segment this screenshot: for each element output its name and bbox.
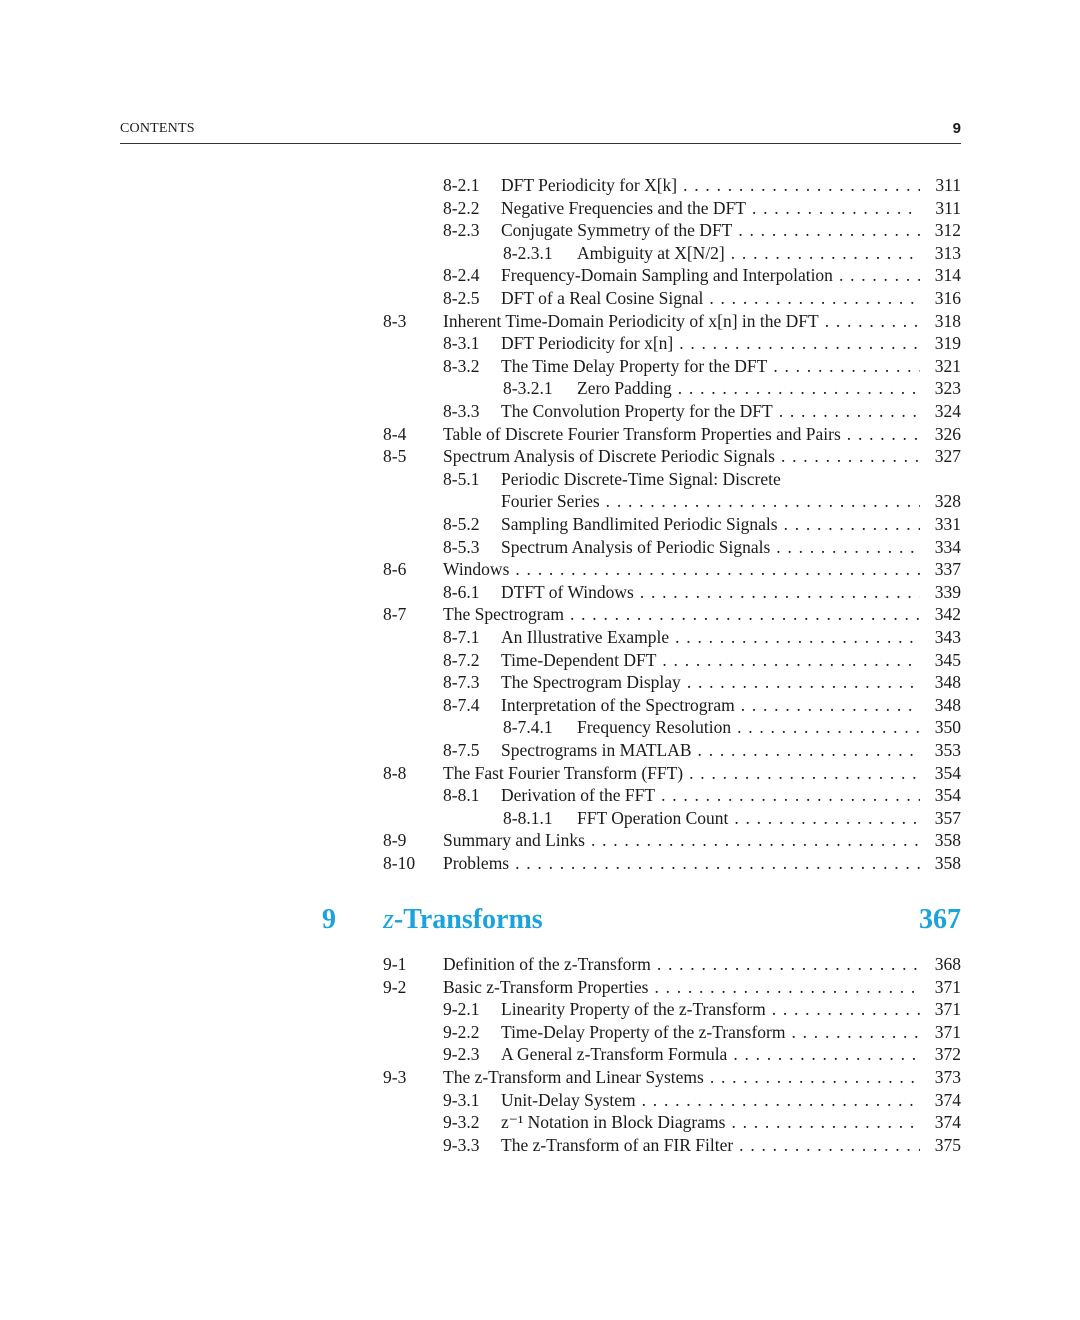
toc-entry-title-leader	[501, 355, 920, 377]
toc-entry-title: The z-Transform and Linear Systems	[443, 1067, 704, 1087]
toc-entry[interactable]	[0, 219, 1080, 241]
toc-entry-title-leader	[501, 784, 920, 806]
toc-entry[interactable]	[0, 242, 1080, 264]
toc-entry-title: Linearity Property of the z-Transform	[501, 999, 766, 1020]
toc-entry-title: The Spectrogram	[443, 604, 564, 625]
toc-entry-page: 371	[934, 976, 961, 997]
toc-entry-number: 8-3.3	[443, 401, 480, 421]
toc-entry-title-leader	[443, 953, 920, 975]
toc-entry-title: Table of Discrete Fourier Transform Properties and Pairs	[443, 423, 841, 444]
toc-entry-page: 343	[934, 627, 961, 647]
toc-entry-title-leader	[501, 694, 920, 716]
toc-entry-title: DTFT of Windows	[501, 581, 634, 602]
toc-entry[interactable]	[0, 310, 1080, 332]
toc-entry-title-leader	[501, 219, 920, 241]
toc-entry-number: 8-5.3	[443, 536, 480, 557]
toc-entry-page: 318	[934, 310, 961, 331]
toc-entry-page: 373	[934, 1067, 961, 1087]
toc-entry-title-leader	[501, 468, 920, 490]
toc-entry-number: 9-3.2	[443, 1112, 480, 1133]
toc-entry[interactable]	[0, 1089, 1080, 1111]
toc-entry-page: 348	[934, 672, 961, 693]
toc-entry[interactable]	[0, 852, 1080, 874]
toc-entry[interactable]	[0, 287, 1080, 309]
toc-entry-number: 8-6.1	[443, 581, 480, 602]
toc-entry-page: 311	[935, 175, 961, 195]
toc-entry-number: 9-3.1	[443, 1089, 480, 1110]
toc-entry-number: 8-2.2	[443, 197, 480, 218]
toc-entry-number: 9-2.2	[443, 1021, 480, 1042]
toc-entry-title-leader	[501, 626, 920, 648]
toc-entry-number: 8-3.2	[443, 355, 480, 376]
toc-entry-title-leader	[501, 174, 920, 196]
header-page-number: 9	[952, 120, 961, 137]
toc-entry-page: 368	[934, 954, 961, 974]
toc-entry-title: Negative Frequencies and the DFT	[501, 197, 746, 218]
toc-entry[interactable]	[0, 581, 1080, 603]
toc-entry-title: Definition of the z-Transform	[443, 954, 651, 974]
toc-entry-number: 8-2.1	[443, 175, 480, 195]
toc-entry-title: FFT Operation Count	[577, 807, 729, 828]
toc-entry[interactable]	[0, 603, 1080, 625]
toc-entry-title-leader	[501, 1021, 920, 1043]
toc-entry-number: 9-3.3	[443, 1134, 480, 1155]
toc-entry-title-leader	[501, 671, 920, 693]
toc-entry-title-leader	[443, 310, 920, 332]
toc-entry-number: 8-10	[383, 853, 416, 873]
toc-entry-number: 8-7.1	[443, 627, 480, 647]
toc-entry-title: DFT Periodicity for x[n]	[501, 333, 674, 354]
toc-entry-title: Frequency-Domain Sampling and Interpolation	[501, 265, 833, 286]
toc-entry-number: 8-3.1	[443, 333, 480, 354]
toc-entry[interactable]	[0, 332, 1080, 354]
toc-entry-title-leader	[501, 998, 920, 1020]
toc-entry-title-leader	[501, 649, 920, 671]
toc-entry-page: 327	[934, 446, 961, 467]
toc-entry-page: 371	[934, 999, 961, 1020]
toc-entry-number: 8-7.3	[443, 672, 480, 693]
toc-entry[interactable]	[0, 694, 1080, 716]
toc-entry-title: Windows	[443, 559, 510, 580]
toc-entry-page: 371	[934, 1021, 961, 1042]
toc-entry-page: 331	[934, 514, 961, 534]
toc-entry-page: 374	[934, 1112, 961, 1133]
running-header	[120, 121, 961, 144]
toc-entry-title: Time-Dependent DFT	[501, 649, 657, 670]
toc-entry[interactable]	[0, 513, 1080, 535]
toc-entry[interactable]	[0, 829, 1080, 851]
toc-entry-title: Zero Padding	[577, 378, 672, 399]
toc-entry-title: DFT of a Real Cosine Signal	[501, 288, 704, 308]
toc-entry-number: 9-1	[383, 954, 407, 974]
toc-entry-title-leader	[443, 829, 920, 851]
toc-entry-number: 9-2	[383, 976, 407, 997]
toc-entry-title: Conjugate Symmetry of the DFT	[501, 220, 733, 241]
toc-entry-title: The Spectrogram Display	[501, 672, 681, 693]
toc-entry-title: Basic z-Transform Properties	[443, 976, 649, 997]
toc-entry-title: Spectrum Analysis of Periodic Signals	[501, 536, 771, 557]
toc-entry-page: 358	[934, 830, 961, 851]
toc-entry-page: 375	[934, 1134, 961, 1155]
toc-entry-title: z⁻¹ Notation in Block Diagrams	[501, 1112, 726, 1133]
toc-entry[interactable]	[0, 1043, 1080, 1065]
toc-entry[interactable]	[0, 355, 1080, 377]
toc-entry-page: 339	[934, 581, 961, 602]
toc-entry[interactable]	[0, 558, 1080, 580]
toc-entry-title-leader	[501, 1134, 920, 1156]
toc-entry-title-leader	[577, 807, 920, 829]
toc-entry-title: An Illustrative Example	[501, 627, 670, 647]
toc-entry-title-leader	[443, 1066, 920, 1088]
toc-entry-title: Inherent Time-Domain Periodicity of x[n] in the DFT	[443, 310, 819, 331]
toc-entry-page: 357	[934, 807, 961, 828]
toc-entry-title-leader	[501, 287, 920, 309]
toc-entry-title: Ambiguity at X[N/2]	[577, 242, 725, 263]
toc-entry-number: 8-2.3	[443, 220, 480, 241]
toc-entry-title-leader	[501, 581, 920, 603]
toc-entry-title-leader	[443, 558, 920, 580]
toc-entry-title-leader	[501, 1111, 920, 1133]
toc-entry-title-leader	[501, 739, 920, 761]
toc-entry-title: Interpretation of the Spectrogram	[501, 694, 735, 715]
toc-entry-number: 9-2.3	[443, 1044, 480, 1065]
toc-entry-page: 374	[934, 1089, 961, 1110]
toc-entry-title: Periodic Discrete-Time Signal: Discrete	[501, 468, 781, 489]
toc-entry-title-leader	[443, 423, 920, 445]
toc-entry[interactable]	[0, 807, 1080, 829]
toc-entry-title-leader	[443, 976, 920, 998]
toc-entry-page: 323	[934, 378, 961, 399]
toc-entry-number: 8-2.4	[443, 265, 480, 286]
toc-entry-title-leader	[443, 852, 920, 874]
toc-entry[interactable]	[0, 739, 1080, 761]
toc-entry-page: 358	[934, 853, 961, 873]
toc-entry[interactable]	[0, 784, 1080, 806]
toc-entry-title-leader	[501, 1089, 920, 1111]
toc-entry-number: 8-7.2	[443, 649, 480, 670]
toc-entry-title-leader	[501, 400, 920, 422]
toc-entry-title: Spectrograms in MATLAB	[501, 740, 692, 760]
toc-entry[interactable]	[0, 536, 1080, 558]
toc-entry-title: Frequency Resolution	[577, 717, 732, 738]
toc-entry-title-leader	[443, 603, 920, 625]
toc-entry[interactable]	[0, 671, 1080, 693]
toc-entry-title: Spectrum Analysis of Discrete Periodic Signals	[443, 446, 775, 467]
toc-entry[interactable]	[0, 649, 1080, 671]
toc-entry-page: 326	[934, 423, 961, 444]
toc-entry-number: 8-5.1	[443, 468, 480, 489]
toc-entry-page: 311	[935, 197, 961, 218]
toc-entry-title: Time-Delay Property of the z-Transform	[501, 1021, 786, 1042]
toc-entry-number: 8-5	[383, 446, 407, 467]
toc-entry-page: 313	[934, 242, 961, 263]
toc-entry-page: 345	[934, 649, 961, 670]
toc-entry-title: Unit-Delay System	[501, 1089, 636, 1110]
toc-entry-number: 8-8	[383, 762, 407, 783]
toc-entry-number: 8-2.5	[443, 288, 480, 308]
toc-entry-page: 312	[934, 220, 961, 241]
toc-entry-title: Fourier Series	[501, 491, 600, 512]
toc-entry-title-leader	[577, 716, 920, 738]
toc-entry-number: 8-3.2.1	[503, 378, 553, 399]
toc-entry-number: 8-2.3.1	[503, 242, 553, 263]
toc-entry[interactable]	[0, 716, 1080, 738]
toc-entry-title-leader	[501, 1043, 920, 1065]
toc-entry-page: 334	[934, 536, 961, 557]
toc-entry-title-leader	[443, 445, 920, 467]
toc-entry-title-leader	[577, 242, 920, 264]
toc-entry-title: Summary and Links	[443, 830, 585, 851]
chapter-page-number: 367	[919, 904, 961, 935]
toc-entry-title: The Fast Fourier Transform (FFT)	[443, 762, 684, 783]
toc-entry-page: 372	[934, 1044, 961, 1065]
toc-entry-page: 353	[934, 740, 961, 760]
toc-entry-title-leader	[501, 197, 920, 219]
header-section-title: CONTENTS	[120, 121, 195, 136]
toc-entry[interactable]	[0, 1021, 1080, 1043]
toc-entry-title: The z-Transform of an FIR Filter	[501, 1134, 734, 1155]
toc-entry-title: The Convolution Property for the DFT	[501, 401, 773, 421]
toc-entry[interactable]	[0, 377, 1080, 399]
toc-entry[interactable]	[0, 468, 1080, 490]
toc-entry-page: 342	[934, 604, 961, 625]
toc-entry-title: Sampling Bandlimited Periodic Signals	[501, 514, 778, 534]
toc-entry-page: 354	[934, 762, 961, 783]
toc-entry-number: 8-7	[383, 604, 407, 625]
toc-entry[interactable]	[0, 174, 1080, 196]
toc-entry-page: 354	[934, 785, 961, 806]
toc-entry-title: The Time Delay Property for the DFT	[501, 355, 768, 376]
toc-entry-number: 9-3	[383, 1067, 407, 1087]
toc-entry-title-leader	[501, 536, 920, 558]
toc-entry[interactable]	[0, 490, 1080, 512]
toc-entry-page: 321	[934, 355, 961, 376]
toc-entry-number: 8-6	[383, 559, 407, 580]
toc-entry[interactable]	[0, 626, 1080, 648]
toc-entry-page: 328	[934, 491, 961, 512]
toc-entry-number: 8-4	[383, 423, 407, 444]
toc-entry-title: A General z-Transform Formula	[501, 1044, 728, 1065]
toc-entry[interactable]	[0, 445, 1080, 467]
chapter-number: 9	[322, 904, 336, 935]
chapter-heading[interactable]	[0, 900, 1080, 940]
toc-entry[interactable]	[0, 400, 1080, 422]
toc-entry[interactable]	[0, 953, 1080, 975]
toc-entry-page: 314	[934, 265, 961, 286]
toc-entry-title-leader	[501, 264, 920, 286]
toc-entry-page: 348	[934, 694, 961, 715]
toc-entry-number: 8-7.5	[443, 740, 480, 760]
toc-entry-page: 350	[934, 717, 961, 738]
toc-entry[interactable]	[0, 976, 1080, 998]
toc-entry[interactable]	[0, 197, 1080, 219]
toc-entry-number: 8-5.2	[443, 514, 480, 534]
toc-entry[interactable]	[0, 1111, 1080, 1133]
toc-entry-number: 8-8.1.1	[503, 807, 553, 828]
toc-entry-number: 8-8.1	[443, 785, 480, 806]
toc-entry-title-leader	[501, 332, 920, 354]
toc-entry-number: 8-9	[383, 830, 407, 851]
toc-entry-title: Problems	[443, 853, 510, 873]
toc-entry-page: 324	[934, 401, 961, 421]
toc-entry[interactable]	[0, 1134, 1080, 1156]
toc-entry-title-leader	[577, 377, 920, 399]
toc-entry-title: Derivation of the FFT	[501, 785, 656, 806]
toc-entry[interactable]	[0, 762, 1080, 784]
toc-entry-title-leader	[501, 490, 920, 512]
toc-entry[interactable]	[0, 998, 1080, 1020]
toc-entry-title: DFT Periodicity for X[k]	[501, 175, 678, 195]
toc-entry-number: 9-2.1	[443, 999, 480, 1020]
toc-entry-page: 337	[934, 559, 961, 580]
toc-entry[interactable]	[0, 1066, 1080, 1088]
toc-entry[interactable]	[0, 264, 1080, 286]
toc-entry-title-leader	[443, 762, 920, 784]
toc-entry-title-leader	[501, 513, 920, 535]
chapter-title: z-Transforms	[383, 904, 543, 935]
toc-entry-number: 8-7.4	[443, 694, 480, 715]
toc-entry-page: 319	[934, 333, 961, 354]
toc-entry-page: 316	[934, 288, 961, 308]
toc-entry-number: 8-3	[383, 310, 407, 331]
toc-entry[interactable]	[0, 423, 1080, 445]
toc-entry-number: 8-7.4.1	[503, 717, 553, 738]
